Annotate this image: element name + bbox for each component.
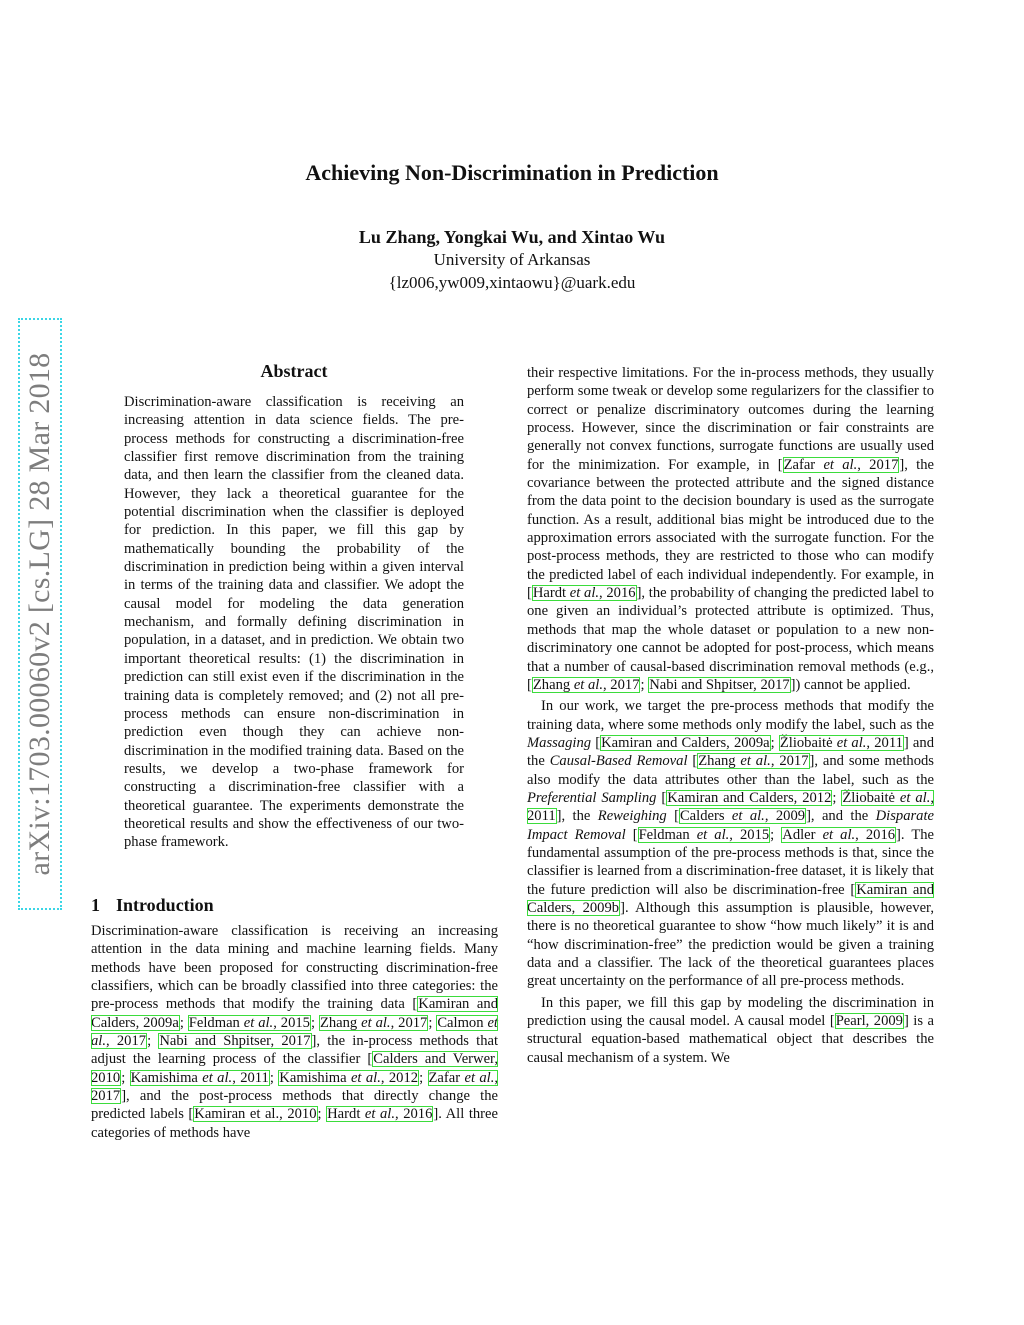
affiliation: University of Arkansas: [433, 250, 591, 269]
arxiv-stamp[interactable]: arXiv:1703.00060v2 [cs.LG] 28 Mar 2018: [23, 352, 56, 876]
citation-link[interactable]: Feldman et al., 2015: [188, 1014, 310, 1031]
citation-link[interactable]: Nabi and Shpitser, 2017: [159, 1033, 311, 1050]
citation-link[interactable]: Žliobaitė et al., 2011: [779, 734, 903, 751]
authors: Lu Zhang, Yongkai Wu, and Xintao Wu: [358, 227, 666, 247]
citation-link[interactable]: Hardt et al., 2016: [532, 585, 636, 602]
section-number: 1: [91, 895, 100, 915]
citation-link[interactable]: Kamiran and Calders, 2009a: [91, 996, 498, 1031]
intro-paragraph: Discrimination-aware classification is receiving an increasing attention in the data mining and machine learning fields. Many methods have been proposed for constructing discrimination-free classifiers, which can be broadly classified into three categories: the pre-process methods that modify the training data [Kamiran and Calders, 2009a; Feldman et al., 2015; Zhang et al., 2017; Calmon et al., 2017; Nabi and Shpitser, 2017], the in-process methods that adjust the learning process of the classifier [Calders and Verwer, 2010; Kamishima et al., 2011; Kamishima et al., 2012; Zafar et al., 2017], and the post-process methods that directly change the predicted labels [Kamiran et al., 2010; Hardt et al., 2016]. All three categories of methods have: [91, 923, 499, 1141]
citation-link[interactable]: Calmon et al., 2017: [91, 1014, 498, 1050]
abstract-heading: Abstract: [260, 361, 328, 381]
citation-link[interactable]: Feldman et al., 2015: [638, 826, 770, 843]
email: {lz006,yw009,xintaowu}@uark.edu: [388, 273, 636, 292]
right-column: [527, 364, 934, 1067]
citation-link[interactable]: Adler et al., 2016: [782, 826, 896, 843]
citation-link[interactable]: Kamiran and Calders, 2009a: [601, 734, 770, 751]
citation-link[interactable]: Zhang et al., 2017: [698, 753, 809, 770]
citation-link[interactable]: Nabi and Shpitser, 2017: [649, 676, 790, 693]
citation-link[interactable]: Calders and Verwer, 2010: [91, 1051, 498, 1086]
paragraph: their respective limitations. For the in-process methods, they usually perform some tweak or develop some regularizers for the classifier to correct or penalize discriminatory outcomes during the learning process. However, since the discrimination or fair constraints are generally not convex functions, surrogate functions are usually used for the minimization. For example, in [Zafar et al., 2017], the covariance between the protected attribute and the signed distance from the data point to the decision boundary is used as the surrogate function. As a result, additional bias might be introduced due to the approximation errors associated with the surrogate function. For the post-process methods, they are restricted to those who can modify the predicted label of each individual independently. For example, in [Hardt et al., 2016], the probability of changing the predicted label to one given an individual’s protected attribute is optimized. Thus, methods that map the whole dataset or population to a new non-discriminatory one cannot be adopted for post-process, which means that a number of causal-based discrimination removal methods (e.g., [Zhang et al., 2017; Nabi and Shpitser, 2017]) cannot be applied.: [527, 365, 934, 693]
paragraph: In our work, we target the pre-process methods that modify the training data, where some methods only modify the label, such as the Massaging [Kamiran and Calders, 2009a; Žliobaitė et al., 2011] and the Causal-Based Removal [Zhang et al., 2017], and some methods also modify the data attributes other than the label, such as the Preferential Sampling [Kamiran and Calders, 2012; Žliobaitė et al., 2011], the Reweighing [Calders et al., 2009], and the Disparate Impact Removal [Feldman et al., 2015; Adler et al., 2016]. The fundamental assumption of the pre-process methods is that, since the classifier is learned from a discrimination-free dataset, it is likely that the future prediction will also be discrimination-free [Kamiran and Calders, 2009b]. Although this assumption is plausible, however, there is no theoretical guarantee to show “how much likely” it is and “how discrimination-free” the prediction would be given a training data and a classifier. The lack of the theoretical guarantees places great uncertainty on the performance of all pre-process methods.: [527, 698, 935, 990]
paragraph: In this paper, we fill this gap by modeling the discrimination in prediction using the causal model. A causal model [Pearl, 2009] is a structural equation-based mathematical object that describes the causal mechanism of a system. We: [527, 994, 934, 1066]
section-title: Introduction: [116, 895, 214, 915]
citation-link[interactable]: Kamiran et al., 2010: [194, 1106, 317, 1123]
citation-link[interactable]: Zafar et al., 2017: [91, 1069, 499, 1105]
citation-link[interactable]: Žliobaitė et al., 2011: [527, 789, 934, 825]
abstract-text: Discrimination-aware classification is receiving an increasing attention in data science fields. The pre-process methods for constructing a discrimination-free classifier first remove discrimination from the training data, and then learn the classifier from the cleaned data. However, they lack a theoretical guarantee for the potential discrimination when the classifier is deployed for prediction. In this paper, we fill this gap by mathematically bounding the probability of the discrimination in prediction being within a given interval in terms of the training data and classifier. We adopt the causal model for modeling the data generation mechanism, and formally defining discrimination in population, in a dataset, and in prediction. We obtain two important theoretical results: (1) the discrimination in prediction can still exist even if the discrimination in the training data is completely removed; and (2) not all pre-process methods can ensure non-discrimination in prediction even though they can achieve non-discrimination in the modified training data. Based on the results, we develop a two-phase framework for constructing a discrimination-free classifier with a theoretical guarantee. The experiments demonstrate the theoretical results and show the effectiveness of our two-phase framework.: [124, 394, 464, 851]
citation-link[interactable]: Zafar et al., 2017: [783, 456, 899, 473]
citation-link[interactable]: Kamiran and Calders, 2012: [667, 789, 832, 806]
citation-link[interactable]: Pearl, 2009: [835, 1013, 903, 1030]
citation-link[interactable]: Zhang et al., 2017: [319, 1014, 428, 1031]
section-heading: [91, 895, 214, 916]
citation-link[interactable]: Kamishima et al., 2012: [279, 1069, 419, 1086]
citation-link[interactable]: Kamiran and Calders, 2009b: [527, 881, 934, 916]
paper-title: Achieving Non-Discrimination in Prediction: [305, 160, 719, 185]
citation-link[interactable]: Calders et al., 2009: [679, 808, 806, 825]
citation-link[interactable]: Kamishima et al., 2011: [130, 1069, 269, 1086]
citation-link[interactable]: Hardt et al., 2016: [327, 1106, 433, 1123]
citation-link[interactable]: Zhang et al., 2017: [532, 676, 640, 693]
